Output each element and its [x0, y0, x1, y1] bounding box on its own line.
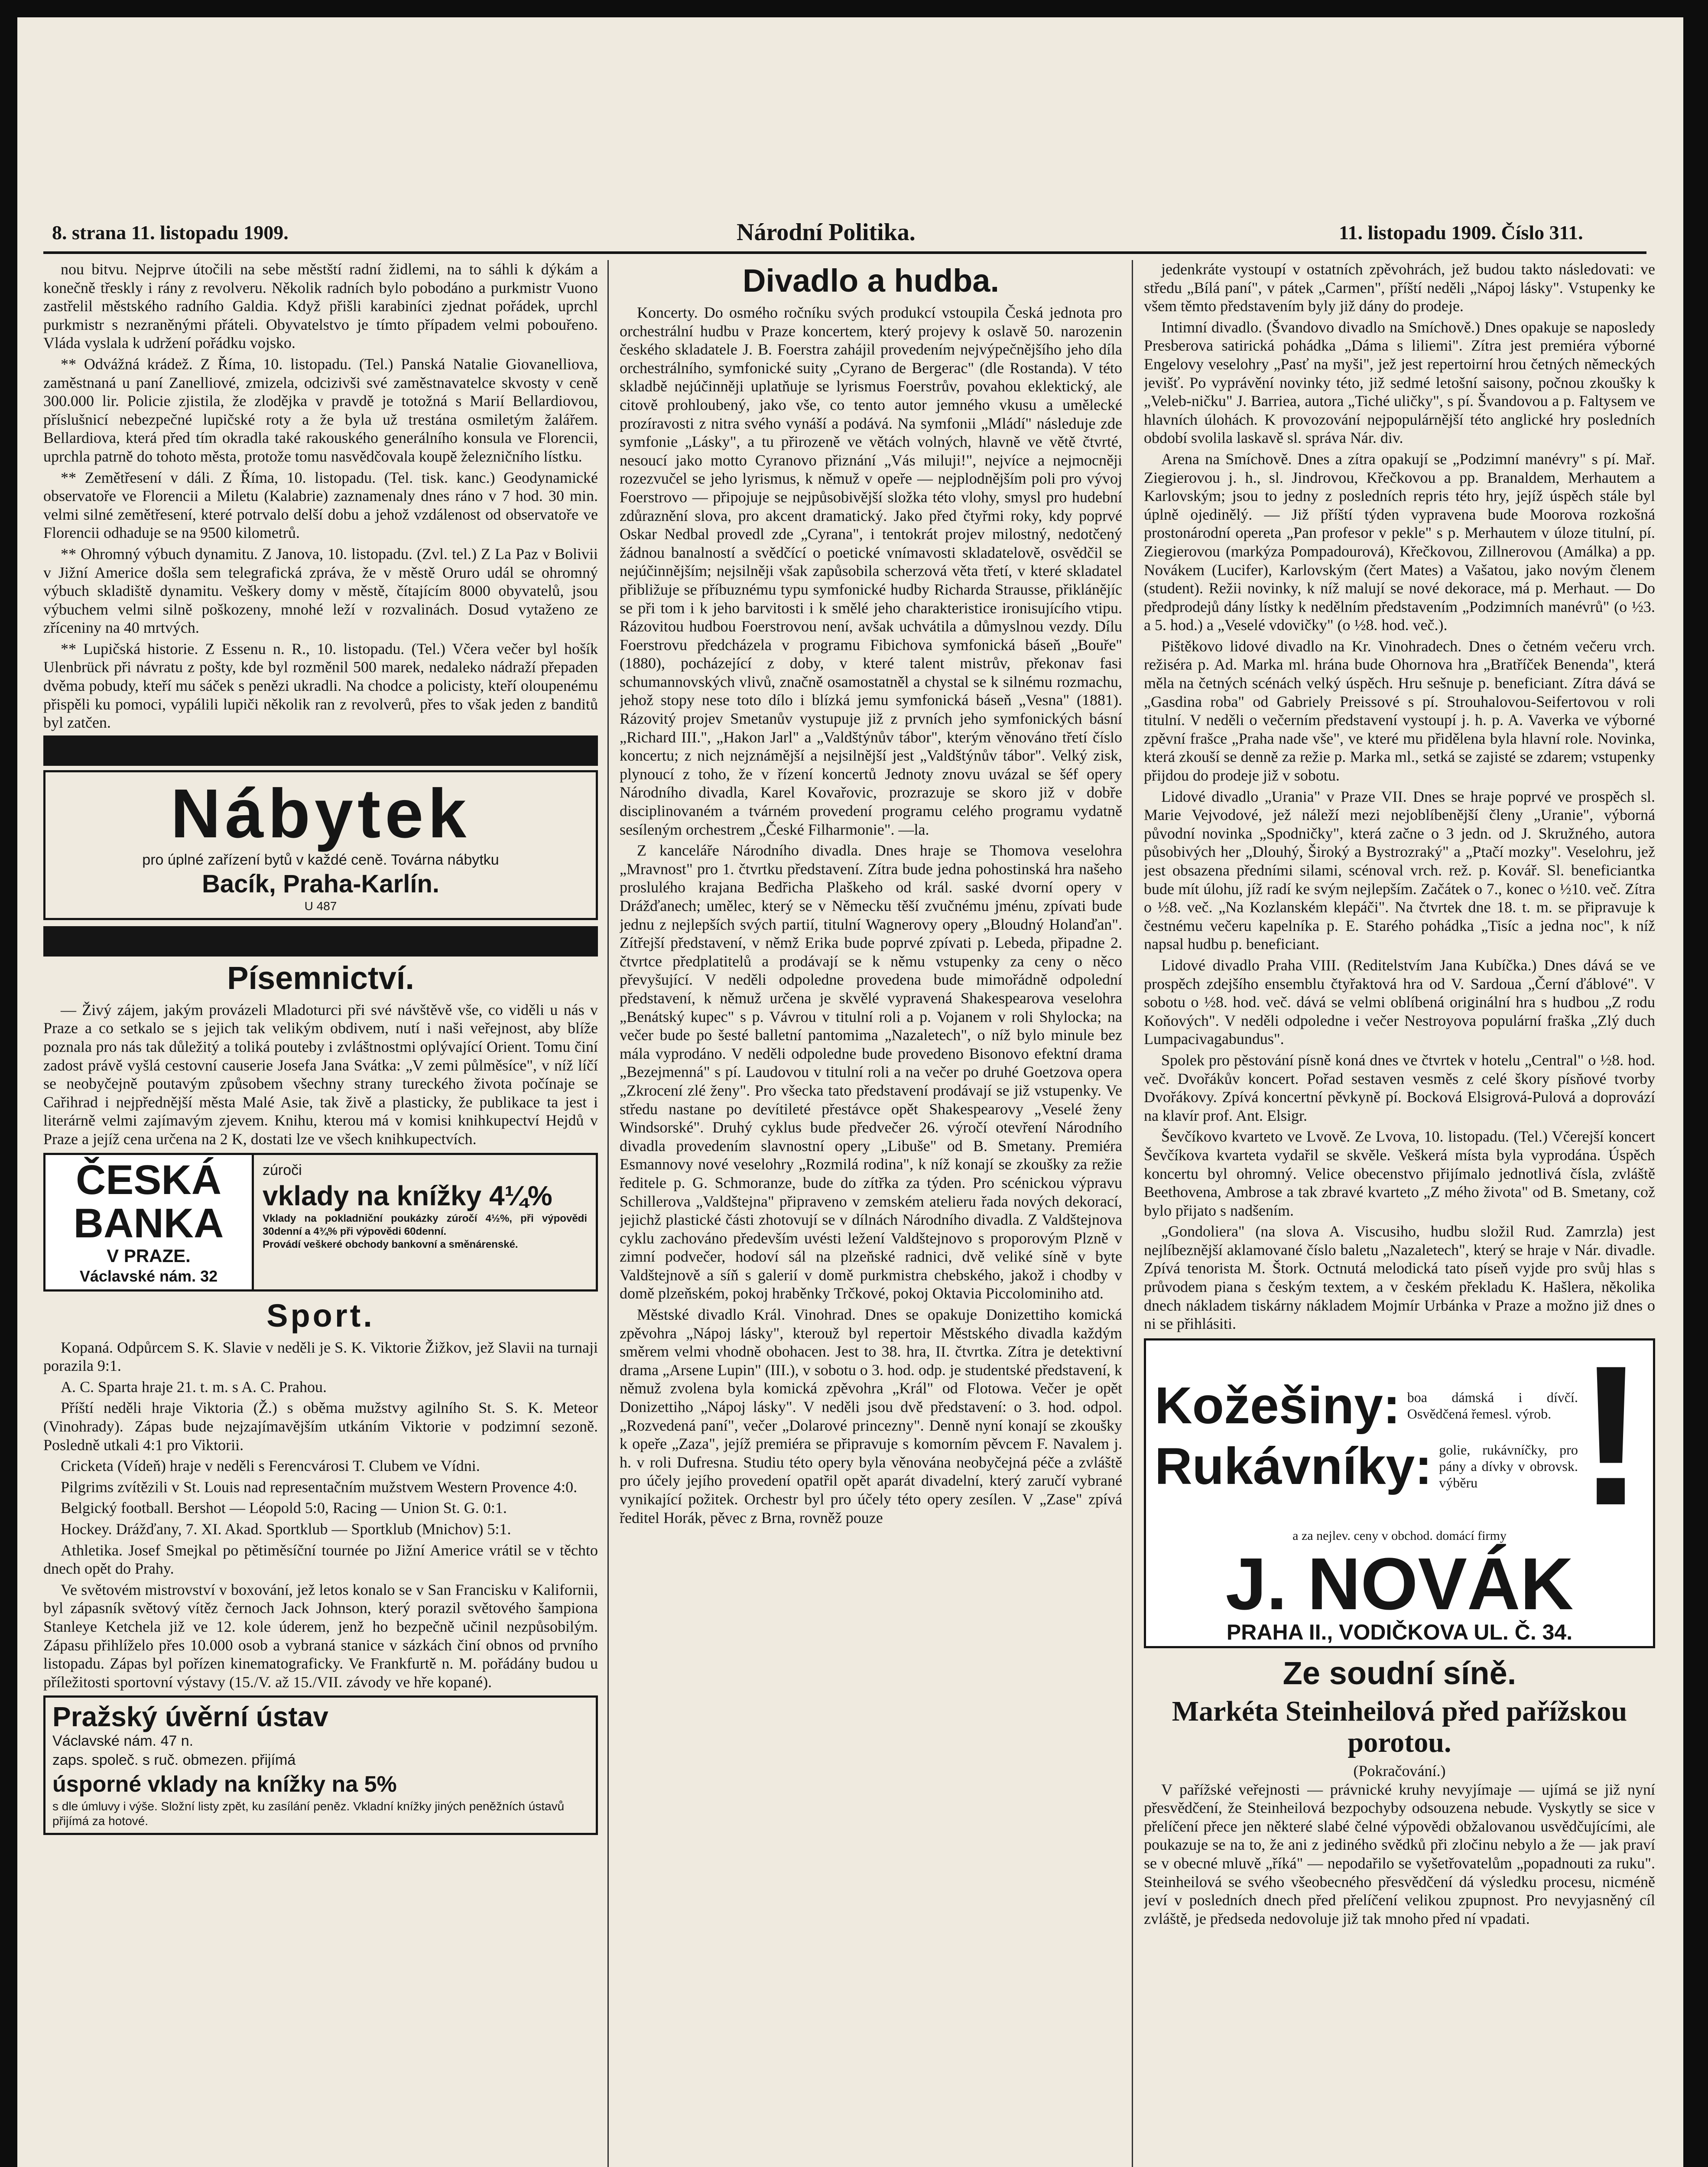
article-paragraph: Cricketa (Vídeň) hraje v neděli s Ferencvárosi T. Clubem ve Vídni. — [61, 1457, 480, 1475]
page-number: 8. strana 11. listopadu 1909. — [52, 221, 289, 244]
article-paragraph: Pištěkovo lidové divadlo na Kr. Vinohradech. Dnes o četném večeru vrch. režiséra p. Ad. Marka ml. hrána bude Ohornova hra „Bratříček Benenda", která měla na četných scénách velký úspěch. Hru sešnuje p. beneficiant. Zítra dává se „Gasdina roba" od Gabriely Preissové s pí. Strouhalovou-Seifertovou v roli titulní. V neděli o večerním představení vystoupí j. h. p. A. Vaverka ve výborné zpěvní frašce „Praha nade vše", ve které mu přidělena byla hlavní role. Novinka, která zkouší se denně za režie p. Marka ml., setká se zajisté se zdarem; vstupenky přijdou do prodeje již v sobotu. — [1144, 637, 1655, 784]
bank-name-line: BANKA — [73, 1200, 224, 1246]
ad-bar — [43, 926, 598, 957]
article-paragraph: ** Odvážná krádež. Z Říma, 10. listopadu. (Tel.) Panská Natalie Giovanelliova, zaměstnaná u paní Zanelliové, zmizela, odcizivši své zaměstnavatelce skvosty v ceně 300.000 lir. Policie zjistila, že zlodějka v pravdě je totožná s Marií Bellardiovou, příslušnicí nebezpečné lupičské roty a že byla už trestána osmiletým žalářem. Bellardiova, která před tím okradla také rakouského generálního konsula ve Florencii, uprchla patrně do tohoto města, protože tomu nasvědčovala koupě železničního lístku. — [43, 355, 598, 465]
article-paragraph: ** Ohromný výbuch dynamitu. Z Janova, 10. listopadu. (Zvl. tel.) Z La Paz v Bolivii v Jižní Americe došla sem telegrafická zpráva, že v městě Oruro udál se ohromný výbuch skladiště dynamitu. Veškery domy v městě, čítajícím 8000 obyvatelů, jsou výbuchem velmi silně poškozeny, mnohé leží v rozvalinách. Dosud vytaženo ze zříceniny na 40 mrtvých. — [43, 545, 598, 637]
column-divider — [607, 260, 609, 2167]
article-paragraph: Kopaná. Odpůrcem S. K. Slavie v neděli je S. K. Viktorie Žižkov, jež Slavii na turnaji porazila 9:1. — [43, 1338, 598, 1375]
ad-novak-line — [1155, 1375, 1578, 1436]
article-paragraph: jedenkráte vystoupí v ostatních zpěvohrách, jež budou takto následovati: ve středu „Bílá paní", v pátek „Carmen", příští neděli „Nápoj lásky". Vstupenky ke všem těmto představením byly již dány do prodeje. — [1144, 260, 1655, 315]
article-paragraph: ** Zemětřesení v dáli. Z Říma, 10. listopadu. (Tel. tisk. kanc.) Geodynamické observatoře ve Florencii a Miletu (Kalabrie) zaznamenaly dnes ráno v 7 hod. 30 min. velmi silné zemětřesení, které potrvalo delší dobu a jehož vzdálenost od observatoře ve Florencii odhaduje se na 9500 kilometrů. — [43, 469, 598, 542]
ad-novak-word: Rukávníky: — [1155, 1437, 1432, 1495]
ad-novak-firm: J. NOVÁK — [1225, 1543, 1574, 1626]
ad-novak-note: boa dámská i dívčí. Osvědčená řemesl. výrob. — [1407, 1389, 1578, 1422]
section-heading-sport: Sport. — [266, 1297, 375, 1334]
section-heading-theatre: Divadlo a hudba. — [742, 263, 1000, 299]
column-left — [43, 260, 598, 2167]
article-paragraph: Ševčíkovo kvarteto ve Lvově. Ze Lvova, 10. listopadu. (Tel.) Včerejší koncert Ševčíkova kvarteta vydařil se skvěle. Veškerá místa byla vyprodána. Úspěch koncertu byl ohromný. Velice obecenstvo přijímalo jednotlivá čísla, zvláště Beethovena, Ambrose a tak zbravé kvarteto „Z mého života" od B. Smetany, což bylo přijato s nadšením. — [1144, 1128, 1655, 1219]
ad-furniture-firm: Bacík, Praha-Karlín. — [202, 869, 439, 898]
court-subheading: Markéta Steinheilová před pařížskou porotou. — [1172, 1695, 1627, 1759]
section-heading-court: Ze soudní síně. — [1283, 1655, 1516, 1692]
date-issue: 11. listopadu 1909. Číslo 311. — [1339, 221, 1583, 244]
bank-text — [254, 1155, 596, 1289]
article-paragraph: Arena na Smíchově. Dnes a zítra opakují se „Podzimní manévry" s pí. Mař. Ziegierovou j. h., sl. Jindrovou, Křečkovou a pp. Branaldem, Merhautem a Karlovským; jsou to jedny z posledních repris této hry, jejíž úspěch stále byl úplně ojedinělý. — Již příští týden vypravena bude Moorova rozkošná prostonárodní opereta „Pan profesor v pekle" s p. Merhautem v úloze titulní, pí. Ziegierovou (markýza Pompadourová), Křečkovou, Zillnerovou (Amálka) a pp. Novákem (Lucifer), Karlovským (čert Mates) a Vašatou, jako novým členem (student). Režii novinky, k níž malují se nové dekorace, má p. Merhaut. — Do předprodejů dány lístky k nedělním představením „Podzimních manévrů" (o ½3. a 5. hod.) a „Veselé vdovičky" (o ½8. hod. več.). — [1144, 450, 1655, 634]
ad-novak-furs — [1144, 1324, 1655, 1648]
ad-bar — [43, 735, 598, 766]
bank-name-line: ČESKÁ — [75, 1156, 222, 1203]
bank-logo — [45, 1155, 254, 1289]
ad-bank2-rate: úsporné vklady na knížky na 5% — [52, 1772, 397, 1797]
article-paragraph: Koncerty. Do osmého ročníku svých produkcí vstoupila Česká jednota pro orchestrální hudbu v Praze koncertem, který projevy k oslavě 50. narozenin českého skladatele J. B. Foerstra zahájil provedením nejvýpečnějšího jeho díla orchestrálního, symfonické suity „Cyrano de Bergerac" (dle Rostanda). V této skladbě nejúčinněji uplatňuje se lyrismus Foerstrův, povahou eklektický, ale citově prohloubený, jako vše, co tento autor jemného vkusu a umělecké prozíravosti z nitra svého vynáší a podává. Na symfonii „Mládí" následuje zde symfonie „Lásky", a tu přirozeně ve větách volných, hlavně ve větě čtvrté, nesoucí jako motto Cyranovo přiznání „Vás miluji!", nejvíce a nejmocněji rozezvučel se jeho lyrismus, k němuž v opeře — nejplodnějším poli pro vývoj Foerstrovo — připojuje se nejpůsobivější složka této vlohy, smysl pro hudební zdůraznění slova, pro akcent dramatický. Jako před čtyřmi roky, kdy poprvé Oskar Nedbal provedl zde „Cyrana", i tentokrát projev milostný, nedotčený žádnou banalností a svědčící o poetické vnímavosti skladatelově, osvědčil se nejúčinnějším; nejsilněji však zapůsobila scherzová věta třetí, v které skladatel přibližuje se příbuznému typu symfonické hudby Richarda Strausse, přiklánějíc se při tom i k jeho barvitosti i k smělé jeho charakteristice ironisujícího vtipu. Rázovitou hudbou Foerstrovou není, avšak uchvátila a důmyslnou vezdy. Dílu Foerstrovu předcházela v programu Fibichova symfonická báseň „Bouře" (1880), pocházející z doby, v které talent mistrův, překonav fasi schumannovských vlivů, značně osamostatněl a chystal se k silnému rozmachu, jehož stopy nese toto dílo i blízká jemu symfonická báseň „Vesna" (1881). Rázovitý projev Smetanův vystupuje již z prvních jeho symfonických básní „Richard III.", „Hakon Jarl" a „Valdštýnův tábor", kterým věnováno třetí číslo koncertu; z nich nejznámější a nejsilnější jest „Valdštýnův tábor". Velký zisk, plynoucí z toho, že v řízení koncertů Jednoty znovu uvázal se šéf opery Národního divadla, Karel Kovařovic, prozrazuje se skoro již v dobře disciplinovaném a tvárném provedení programu celého programu vydatně sesíleným orchestrem „České Filharmonie". —la. — [620, 304, 1122, 838]
ad-furniture — [43, 770, 598, 920]
article-paragraph: Lidové divadlo „Urania" v Praze VII. Dnes se hraje poprvé ve prospěch sl. Marie Vejvodové, jež náleží mezi nejoblíbenější členy „Uranie", výborná původní novinka „Spodničky", která začne o 3 jedn. od J. Skružného, autora působivých her „Dlouhý, Široký a Bystrozraký" a „Ptačí mozky". Veselohru, jež jest obsazena předními silami, scénoval vrch. rež. p. Kovář. Sl. beneficiantka bude mít úlohu, jíž radí ke svým nejlepším. Začátek o 7., konec o ½10. več. Zítra o ½8. več. „Na Kozlanském klepáči". Na čtvrtek dne 18. t. m. se připravuje k čestnému večeru kapelníka p. E. Starého pohádka „Tisíc a jedna noc", k níž napsal hudbu p. beneficiant. — [1144, 787, 1655, 953]
column-middle — [620, 260, 1122, 2167]
masthead: Národní Politika. — [737, 219, 916, 246]
ad-novak-sub: a za nejlev. ceny v obchod. domácí firmy — [1292, 1528, 1507, 1543]
article-paragraph: Spolek pro pěstování písně koná dnes ve čtvrtek v hotelu „Central" o ½8. hod. več. Dvořákův koncert. Pořad sestaven vesměs z celé škory písňové tvorby Dvořákovy. Zpívá koncertní pěvkyně pí. Bocková Elsigrová-Pulová a doprovází na klavír prof. Ant. Elsigr. — [1144, 1051, 1655, 1124]
exclamation-mark: ! — [1578, 1324, 1644, 1547]
article-paragraph: Městské divadlo Král. Vinohrad. Dnes se opakuje Donizettiho komická zpěvohra „Nápoj lásky", kterouž byl repertoir Městského divadla každým směrem velmi vhodně obohacen. Jest to 38. hra, II. čtvrtka. Zítra je detektivní drama „Arsene Lupin" (III.), v sobotu o 3. hod. odp. je studentské představení, k němuž zvolena byla komická zpěvohra „Král" od Flotowa. Večer je opět Donizettiho „Nápoj lásky". V neděli jsou dvě představení: o 3. hod. odpol. „Rozvedená paní", večer „Dolarové princezny". Denně nyní konají se zkoušky k opeře „Zaza", jejíž premiéra se připravuje s komorním pěvcem F. Navalem j. h. v roli Dufresna. Studiu této opery byla věnována neobyčejná péče a zvláště pro účely jejího provedení opatřil opět aparát divadelní, který zaručí vybrané vynikající požitek. Orchestr byl pro účely této opery zesílen. V „Zase" zpívá ředitel Horák, pěvec z Brna, rovněž pouze — [620, 1306, 1122, 1526]
ad-furniture-title: Nábytek — [170, 774, 471, 852]
ad-bank2-line: s dle úmluvy i výše. Složní listy zpět, ku zasílání peněz. Vkladní knížky jiných peněžních ústavů přijímá za hotové. — [52, 1799, 565, 1828]
ad-furniture-line: pro úplné zařízení bytů v každé ceně. Továrna nábytku — [142, 851, 499, 868]
bank-text-line: zúroči — [263, 1162, 302, 1178]
ad-novak-note: golie, rukávníčky, pro pány a dívky v obrovsk. výběru — [1439, 1441, 1578, 1490]
court-continuation: (Pokračování.) — [1353, 1762, 1446, 1780]
ad-bank2-title: Pražský úvěrní ústav — [52, 1701, 328, 1733]
article-paragraph: — Živý zájem, jakým provázeli Mladoturci při své návštěvě vše, co viděli u nás v Praze a co setkalo se s jejich tak velikým obdivem, nutí i naši veřejnost, aby blíže poznala pro nás tak důležitý a toliká pouteby i zvláštnostmi oplývající Orient. Tomu činí zadost právě vyšlá cestovní causerie Josefa Jana Svátka: „V zemi půlměsíce", v níž líčí se neobyčejně poutavým způsobem všechny strany tureckého života počínaje se Cařihrad i nejpřednější města Malé Asie, tak živě a plasticky, že publikace ta jest i literárně velmi zajímavým zjevem. Knihu, kterou má v komisi knihkupectví Hejdů v Praze a jejíž cena určena na 2 K, dostati lze ve všech knihkupectvích. — [43, 1001, 598, 1148]
ad-prazsky-uverni-ustav — [43, 1695, 598, 1835]
article-paragraph: Athletika. Josef Smejkal po pětiměsíční tournée po Jižní Americe vrátil se v těchto dnech opět do Prahy. — [43, 1541, 598, 1578]
header-rule — [43, 251, 1646, 254]
article-paragraph: ** Lupičská historie. Z Essenu n. R., 10. listopadu. (Tel.) Včera večer byl hošík Ulenbrück při návratu z pošty, kde byl rozměnil 500 marek, nedaleko nádraží přepaden dvěma pobudy, kteří mu sáček s penězi ukradli. Na chodce a policisty, kteří oloupenému přispěli ku pomoci, vypálili lupiči několik ran z revolverů, přes to však jeden z banditů byl zatčen. — [43, 640, 598, 732]
article-paragraph: Příští neděli hraje Viktoria (Ž.) s oběma mužstvy agilního St. S. K. Meteor (Vinohrady). Zápas bude nejzajímavějším utkáním Viktorie v podzimní sezoně. Posledně utkali 4:1 pro Viktorii. — [43, 1399, 598, 1454]
bank-city: V PRAZE. — [107, 1245, 191, 1266]
ad-ceska-banka — [43, 1153, 598, 1292]
article-paragraph: A. C. Sparta hraje 21. t. m. s A. C. Prahou. — [61, 1378, 327, 1396]
ad-furniture-code: U 487 — [304, 899, 337, 913]
newspaper-page — [17, 17, 1683, 2167]
ad-novak-word: Kožešiny: — [1155, 1376, 1400, 1435]
ad-bank2-addr: Václavské nám. 47 n. — [52, 1733, 194, 1750]
article-paragraph: Lidové divadlo Praha VIII. (Reditelstvím Jana Kubíčka.) Dnes dává se ve prospěch zdejšího ensemblu čtyřaktová hra od V. Sardoua „Černí ďáblové". V sobotu o ½8. hod. več. dává se velmi oblíbená originální hra s hudbou „Z rodu Koňových". V neděli odpoledne i večer Nestroyova populární fraška „Zlý duch Lumpacivagabundus". — [1144, 956, 1655, 1048]
article-paragraph: nou bitvu. Nejprve útočili na sebe městští radní židlemi, na to sáhli k dýkám a konečně třeskly i rány z revolveru. Několik radních bylo pobodáno a purkmistr Vuono zastřelil městského radního Galdia. Když přišli karabiníci zjednat pořádek, uprchl purkmistr s nezraněnými přáteli. Obyvatelstvo je tímto případem velmi pobouřeno. Vláda vyslala k udržení pořádku vojsko. — [43, 260, 598, 352]
article-paragraph: „Gondoliera" (na slova A. Viscusiho, hudbu složil Rud. Zamrzla) jest nejlíbeznější aklamované číslo baletu „Nazaletech", který se hraje v Nár. divadle. Zpívá tenorista M. Štork. Octnutá melodická tato píseň vyjde pro svůj hlas s průvodem piana s českým textem, a v českém překladu K. Hašlera, několika dnech nákladem tiskárny nákladem Mojmír Urbánka v Praze a možno již dnes o ni se přihlásiti. — [1144, 1223, 1655, 1333]
bank-text-line: Vklady na pokladniční poukázky zúročí 4½%, při výpovědi 30denní a 4¾% při výpovědi 60denní. — [263, 1213, 587, 1238]
article-paragraph: Pilgrims zvítězili v St. Louis nad representačním mužstvem Western Provence 4:0. — [61, 1478, 578, 1496]
article-paragraph: Hockey. Drážďany, 7. XI. Akad. Sportklub — Sportklub (Mnichov) 5:1. — [61, 1520, 511, 1538]
article-paragraph: V pařížské veřejnosti — právnické kruhy nevyjímaje — ujímá se již nyní přesvědčení, že Steinheilová bezpochyby odsouzena nebude. Vyskytly se sice v přelíčení přece jen některé slabé čelné výpovědi obžalovanou usvědčujícími, ale poukazuje se na to, že ani z jediného svědků při zločinu nebylo a že — jak praví se v obecné mluvě „říká" — nepodařilo se vyšetřovatelům „popadnouti za ruku". Steinheilová se svého všeobecného přesvědčení dá výsledku procesu, nicméně jeví v posledních dnech před přelíčení velikou zpupnost. Pro nevyjasněný cíl zvláště, je předseda nedovoluje již tak mnoho před ní vpadati. — [1144, 1780, 1655, 1927]
article-paragraph: Intimní divadlo. (Švandovo divadlo na Smíchově.) Dnes opakuje se naposledy Presberova satirická pohádka „Dáma s liliemi". Zítra jest premiéra výborné Engelovy veselohry „Pasť na myši", jež jest repertoirní hrou četných německých jevišť. Po vyprávění novinky této, již sedmé letošní saisony, počnou zkoušky k „Veleb-ničku" J. Barriea, autora „Tiché uličky", s pí. Švandovou a p. Faltysem ve hlavních úlohách. K provozování nejpopulárnější této anglické hry posledních období svolila laskavě sl. správa Nár. div. — [1144, 318, 1655, 447]
article-paragraph: Z kanceláře Národního divadla. Dnes hraje se Thomova veselohra „Mravnost" pro 1. čtvrtku představení. Zítra bude jedna pohostinská hra našeho proslulého krajana Bedřicha Plaškeho od král. saské dvorní opery v Drážďanech; umělec, který se v Německu těší zvučnému jménu, zpívati bude jednu z nejlepších svých partií, titulní Wagnerovy opery „Bloudný Holanďan". Zítřejší představení, v němž Erika bude poprvé zpívati p. Lebeda, připadne 2. čtvrtce předplatitelů a prodávají se k němu vstupenky za ceny o něco převyšující. V neděli odpoledne provedena bude mimořádně odpolední představení, k němuž určena je skvělé vypravená Shakespearova veselohra „Benátský kupec" s p. Vávrou v titulní roli a p. Vojanem v roli Shylocka; na večer bude po šesté balletní pantomima „Nazaletech", o níž bylo minule bez mála vyprodáno. V neděli odpoledne bude provedeno Bisonovo efektní drama „Bezejmenná" s pí. Laudovou v titulní roli a na večer po druhé Goetzova opera „Zkrocení zlé ženy". Pro všecka tato představení prodávají se již vstupenky. Ve středu nastane po devítileté přestávce opět Shakespearovy „Veselé ženy Windsorské". Druhý cyklus bude předvečer 26. výročí otevření Národního divadla provedením slavnostní opery „Libuše" od B. Smetany. Premiéra Esmannovy nové veselohry „Rozmilá rodina", k níž konají se zkoušky za režie ředitele p. G. Schmoranze, bude do zítřka za týden. Pro scénickou výpravu Schillerova „Valdštejna" připraveno v zemském atelieru řada nových dekorací, jejichž plastické části zhotovují se v dílnách Národního divadla. Z Valdštejnova cyklu zachováno především uvésti ležení Valdštejnovo s proporovým Plzně v zimní podvečer, hodoví sál na plzeňské radnici, dvě veliké síně v byte Valdštejnově a síň s galerií v domě purkmistra chebského, jakož i chodby v domě plzeňském, pokoj hraběnky Trčkové, pokoj Oktavia Piccolominiho atd. — [620, 842, 1122, 1302]
bank-text-line: Provádí veškeré obchody bankovní a směnárenské. — [263, 1239, 518, 1251]
page-header — [43, 221, 1646, 247]
bank-rate: vklady na knížky 4¼% — [263, 1180, 552, 1212]
column-right — [1144, 260, 1655, 2167]
ad-novak-addr: PRAHA II., VODIČKOVA UL. Č. 34. — [1226, 1620, 1573, 1645]
column-divider — [1132, 260, 1133, 2167]
article-paragraph: Belgický football. Bershot — Léopold 5:0, Racing — Union St. G. 0:1. — [61, 1499, 507, 1517]
ad-novak-line — [1155, 1436, 1578, 1497]
bank-street: Václavské nám. 32 — [79, 1267, 218, 1285]
section-heading-literature: Písemnictví. — [227, 960, 414, 996]
ad-bank2-line: zaps. společ. s ruč. obmezen. přijímá — [52, 1752, 296, 1769]
article-paragraph: Ve světovém mistrovství v boxování, jež letos konalo se v San Francisku v Kalifornii, byl zápasník světový vítěz černoch Jack Johnson, který porazil světového šampiona Stanleye Ketchela již ve 12. kole úderem, jenž ho bezpečně učinil nezpůsobilým. Zápasu přihlíželo přes 10.000 osob a vybraná stanice v sázkách činí obnos od prvního listopadu. Zápas byl pořízen kinematograficky. Ve Frankfurtě n. M. pořádány budou u příležitosti sportovní výstavy (15./V. až 15./VII. závody ve hře kopané). — [43, 1581, 598, 1691]
